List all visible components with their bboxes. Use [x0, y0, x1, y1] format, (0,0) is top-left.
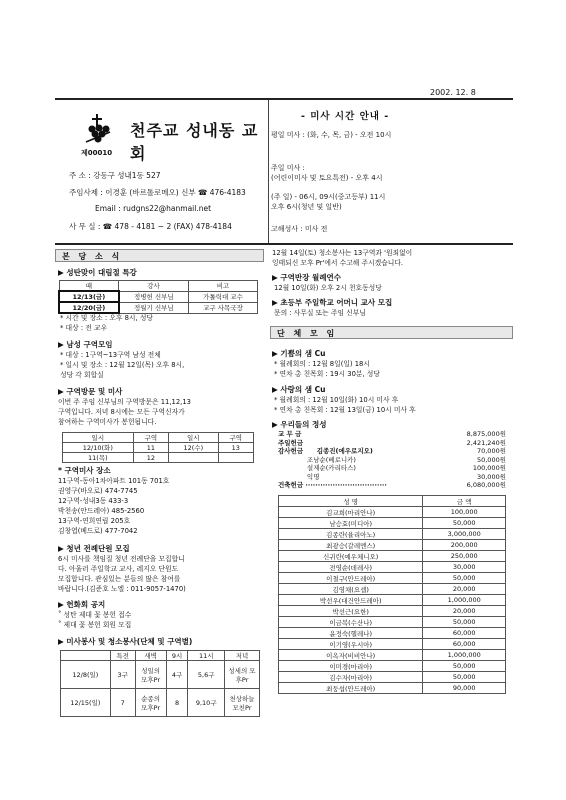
- table-row: [279, 606, 506, 617]
- mass-schedule-title: - 미사 시간 안내 -: [301, 111, 390, 122]
- table-row: [59, 291, 258, 302]
- teacher-line: 문의 : 사무실 또는 주임 신부님: [274, 309, 366, 317]
- donor-name: 박선근(요한): [279, 606, 423, 617]
- visit-line: 참여하는 구역미사가 봉헌됩니다.: [58, 418, 157, 426]
- table-row: [61, 689, 260, 717]
- table-cell: 7: [110, 689, 135, 717]
- table-cell: 12/8(일): [61, 661, 111, 689]
- offering-amount: 2,421,240원: [466, 438, 506, 447]
- donor-name: 윤정숙(헬레나): [279, 628, 423, 639]
- service-title: ▶ 미사봉사 및 청소봉사(단체 및 구역별): [58, 637, 193, 646]
- table-cell: 12/13(금): [59, 291, 119, 302]
- table-header: 때: [59, 281, 119, 292]
- praise-line: * 연차 총 친목회 : 19시 30분, 성당: [274, 370, 380, 378]
- offering-line: [278, 473, 506, 482]
- mass-schedule: [269, 100, 513, 243]
- offering-line: [278, 447, 506, 456]
- donor-amount: 50,000: [423, 672, 506, 683]
- training-line: 12월 10일(화) 오후 2시 천호동성당: [274, 284, 382, 292]
- offering-line: [278, 430, 506, 439]
- table-row: [279, 529, 506, 540]
- bulletin-date: 2002. 12. 8: [430, 88, 476, 97]
- table-row: [279, 573, 506, 584]
- table-row: [59, 302, 258, 313]
- donor-amount: 1,000,000: [423, 650, 506, 661]
- table-row: [279, 507, 506, 518]
- donor-amount: 1,000,000: [423, 595, 506, 606]
- offering-title: ▶ 우리들의 정성: [272, 420, 327, 429]
- donor-name: 김교희(마리안나): [279, 507, 423, 518]
- flower-line: ˚ 제대 꽃 봉헌 회원 모집: [58, 621, 132, 629]
- offering-label: 교 무 금: [278, 430, 302, 438]
- table-cell: 3구: [110, 661, 135, 689]
- table-cell: 12/15(일): [61, 689, 111, 717]
- table-row: [279, 584, 506, 595]
- table-row: [279, 628, 506, 639]
- parish-name: 천주교 성내동 교회: [130, 121, 259, 163]
- table-row: [279, 518, 506, 529]
- offering-amount: 6,080,000원: [466, 481, 506, 489]
- table-cell: 8: [166, 689, 188, 717]
- donor-name: 신귀란(예우체니오): [279, 551, 423, 562]
- table-row: [279, 540, 506, 551]
- group-meeting-heading: 단 체 모 임: [270, 326, 513, 339]
- table-header: 특전: [110, 651, 135, 661]
- donor-amount: 3,000,000: [423, 529, 506, 540]
- youth-line: 6시 미사를 책임질 청년 전례단을 모집합니: [58, 555, 185, 563]
- table-header: 9시: [166, 651, 188, 661]
- address-line: 주 소 : 강동구 성내1동 527: [69, 171, 161, 180]
- offering-label: 감사헌금 김종진(에우로지오): [278, 447, 373, 455]
- donor-amount: 200,000: [423, 540, 506, 551]
- table-row: [279, 595, 506, 606]
- table-row: [279, 562, 506, 573]
- flower-line: ˚ 성탄 제대 꽃 봉헌 접수: [58, 611, 132, 619]
- bulletin-header: [55, 98, 513, 245]
- visit-line: 이번 주 주임 신부님의 구역방문은 11,12,13: [58, 398, 191, 406]
- donor-amount: 20,000: [423, 584, 506, 595]
- table-cell: 교구 사목국장: [188, 302, 257, 313]
- issue-number: 제00010: [81, 149, 113, 157]
- table-row: [63, 443, 254, 453]
- table-cell: 천상하늘 모친Pr: [225, 689, 260, 717]
- parish-news-heading: 본 당 소 식: [55, 249, 264, 262]
- mass-line: 고해성사 : 미사 전: [271, 225, 328, 233]
- table-row: [279, 551, 506, 562]
- donor-name: 이미경(마리아): [279, 661, 423, 672]
- table-cell: 11(목): [63, 453, 134, 463]
- venue-line: 11구역-동아1차아파트 101동 701호: [58, 477, 170, 485]
- venue-line: 12구역-성내3동 433-3: [58, 497, 129, 505]
- donor-name: 최둥섭(안드레아): [279, 683, 423, 694]
- table-cell: 순종의 모후Pr: [135, 689, 166, 717]
- donor-amount: 60,000: [423, 628, 506, 639]
- offering-line: [278, 439, 506, 448]
- table-cell: 9,10구: [188, 689, 225, 717]
- offering-amount: 50,000원: [476, 455, 506, 464]
- donor-name: 최광승(갈레멘스): [279, 540, 423, 551]
- praise-title: ▶ 기쁨의 샘 Cu: [272, 349, 326, 358]
- mass-line: 주일 미사 :: [271, 164, 305, 172]
- table-cell: 12: [133, 453, 168, 463]
- parish-info: [55, 100, 269, 243]
- table-header: [61, 651, 111, 661]
- offering-line: [278, 456, 506, 465]
- table-header: 일시: [169, 433, 219, 443]
- donor-amount: 100,000: [423, 507, 506, 518]
- pastor-line: 주임사제 : 이경훈 (바르톨로메오) 신부 ☎ 476-4183: [69, 188, 246, 197]
- table-cell: 4구: [166, 661, 188, 689]
- table-cell: 12/10(화): [63, 443, 134, 453]
- office-line: 사 무 실 : ☎ 478 - 4181 ~ 2 (FAX) 478-4184: [69, 222, 232, 231]
- table-cell: 가톨릭대 교수: [188, 291, 257, 302]
- table-cell: 정월기 신부님: [119, 302, 189, 313]
- table-row: [63, 453, 254, 463]
- youth-title: ▶ 청년 전례단원 모집: [58, 544, 130, 553]
- table-cell: 정병헌 신부님: [119, 291, 189, 302]
- lecture-title: ▶ 성탄맞이 대림절 특강: [58, 268, 137, 277]
- youth-line: 다. 아울러 주일학교 교사, 레지오 단원도: [58, 565, 179, 573]
- donor-table: [278, 495, 506, 694]
- table-header: 비고: [188, 281, 257, 292]
- table-cell: 11: [133, 443, 168, 453]
- donor-name: 남승효(미디아): [279, 518, 423, 529]
- table-header: 11시: [188, 651, 225, 661]
- donor-amount: 250,000: [423, 551, 506, 562]
- table-row: [279, 639, 506, 650]
- visit-title: ▶ 구역방문 및 미사: [58, 387, 123, 396]
- donor-amount: 50,000: [423, 617, 506, 628]
- men-meeting-line: 성당 각 회합실: [60, 371, 104, 379]
- table-row: [279, 683, 506, 694]
- table-header: 강사: [119, 281, 189, 292]
- men-meeting-title: ▶ 남성 구역모임: [58, 340, 113, 349]
- offering-label: 조남순(베로니카): [278, 455, 356, 464]
- table-header: 성 명: [279, 496, 423, 507]
- service-table: [60, 650, 260, 717]
- email-line: Email : rudgns22@hanmail.net: [95, 204, 212, 213]
- men-meeting-line: * 대상 : 1구역~13구역 남성 전체: [60, 351, 161, 359]
- lecture-table: [58, 280, 258, 314]
- donor-name: 김종란(율리아노): [279, 529, 423, 540]
- table-header: 구역: [133, 433, 168, 443]
- table-row: [279, 661, 506, 672]
- table-cell: 12(수): [169, 443, 219, 453]
- table-header: 저녁: [225, 651, 260, 661]
- mass-line: 평일 미사 : (화, 수, 목, 금) - 오전 10시: [271, 131, 392, 139]
- donor-amount: 90,000: [423, 683, 506, 694]
- venue-title: * 구역미사 장소: [58, 466, 111, 475]
- venue-line: 13구역-연희연립 205호: [58, 517, 131, 525]
- table-cell: 성세의 모후Pr: [225, 661, 260, 689]
- donor-name: 전영순(데레사): [279, 562, 423, 573]
- venue-line: 권영구(바오로) 474-7745: [58, 487, 138, 495]
- offering-amount: 8,875,000원: [466, 430, 506, 438]
- mass-line: (주 일) - 06시, 09시(중고등부) 11시: [271, 193, 386, 201]
- table-header: 일시: [63, 433, 134, 443]
- table-row: [61, 661, 260, 689]
- table-cell: [169, 453, 219, 463]
- youth-line: 바랍니다.(김준호 노엘 : 011-9057-1470): [58, 585, 186, 593]
- cleaning-note: 잉태되신 모후 Pr'에서 수고해 주시겠습니다.: [272, 259, 404, 267]
- visit-line: 구역입니다. 저녁 8시에는 모든 구역신자가: [58, 408, 185, 416]
- table-header: 금 액: [423, 496, 506, 507]
- venue-line: 박천송(안드레아) 485-2560: [58, 507, 145, 515]
- lecture-note: * 대상 : 전 교우: [60, 324, 108, 332]
- grape-cross-logo-icon: [83, 112, 113, 144]
- love-line: * 연차 총 친목회 : 12월 13일(금) 10시 미사 후: [274, 406, 416, 414]
- table-row: [279, 650, 506, 661]
- offering-amount: 100,000원: [472, 464, 506, 472]
- visit-table: [62, 432, 254, 463]
- men-meeting-line: * 일시 및 장소 : 12월 12일(목) 오후 8시,: [60, 361, 185, 369]
- table-cell: 13: [218, 443, 253, 453]
- donor-amount: 50,000: [423, 518, 506, 529]
- love-title: ▶ 사랑의 샘 Cu: [272, 385, 326, 394]
- cleaning-note: 12월 14일(토) 청소봉사는 13구역과 '원죄없이: [272, 249, 413, 257]
- donor-name: 이금복(수산나): [279, 617, 423, 628]
- love-line: * 월례회의 : 12월 10일(화) 10시 미사 후: [274, 396, 399, 404]
- donor-amount: 60,000: [423, 639, 506, 650]
- table-row: [279, 672, 506, 683]
- offering-label: 설제순(카리타스): [278, 464, 356, 472]
- offering-line: [278, 481, 506, 490]
- table-cell: 성일의 모후Pr: [135, 661, 166, 689]
- table-row: [279, 617, 506, 628]
- lecture-note: * 시간 및 장소 : 오후 8시, 성당: [60, 314, 153, 322]
- offering-label: 건축헌금 ·································: [278, 481, 387, 489]
- offering-label: 주일헌금: [278, 438, 304, 447]
- venue-line: 김창엽(베드로) 477-7042: [58, 527, 138, 535]
- praise-line: * 월례회의 : 12월 8일(일) 18시: [274, 360, 370, 368]
- table-cell: 5,6구: [188, 661, 225, 689]
- table-header: 구역: [218, 433, 253, 443]
- offering-summary: [278, 430, 506, 490]
- offering-line: [278, 464, 506, 473]
- youth-line: 모집합니다. 관심있는 분들의 많은 참여를: [58, 575, 181, 583]
- offering-amount: 30,000원: [476, 472, 506, 481]
- table-cell: [218, 453, 253, 463]
- donor-name: 이철구(안드레아): [279, 573, 423, 584]
- donor-name: 박선우(대건안드레아): [279, 595, 423, 606]
- mass-line: 오후 6시(청년 및 일반): [271, 203, 342, 211]
- table-cell: 12/20(금): [59, 302, 119, 313]
- training-title: ▶ 구역반장 월례연수: [272, 273, 341, 282]
- flower-title: ▶ 헌화회 공지: [58, 600, 106, 609]
- donor-name: 김수자(마리아): [279, 672, 423, 683]
- donor-name: 이옥자(비비안나): [279, 650, 423, 661]
- donor-name: 김영채(요셉): [279, 584, 423, 595]
- offering-amount: 70,000원: [476, 447, 506, 455]
- offering-label: 익명: [278, 472, 320, 481]
- donor-name: 이기영(우시아): [279, 639, 423, 650]
- donor-amount: 50,000: [423, 573, 506, 584]
- table-header: 새벽: [135, 651, 166, 661]
- mass-line: (어린이미사 및 토요특전) - 오후 4시: [271, 174, 383, 182]
- donor-amount: 20,000: [423, 606, 506, 617]
- donor-amount: 50,000: [423, 661, 506, 672]
- teacher-title: ▶ 초등부 주일학교 어머니 교사 모집: [272, 298, 393, 307]
- donor-amount: 30,000: [423, 562, 506, 573]
